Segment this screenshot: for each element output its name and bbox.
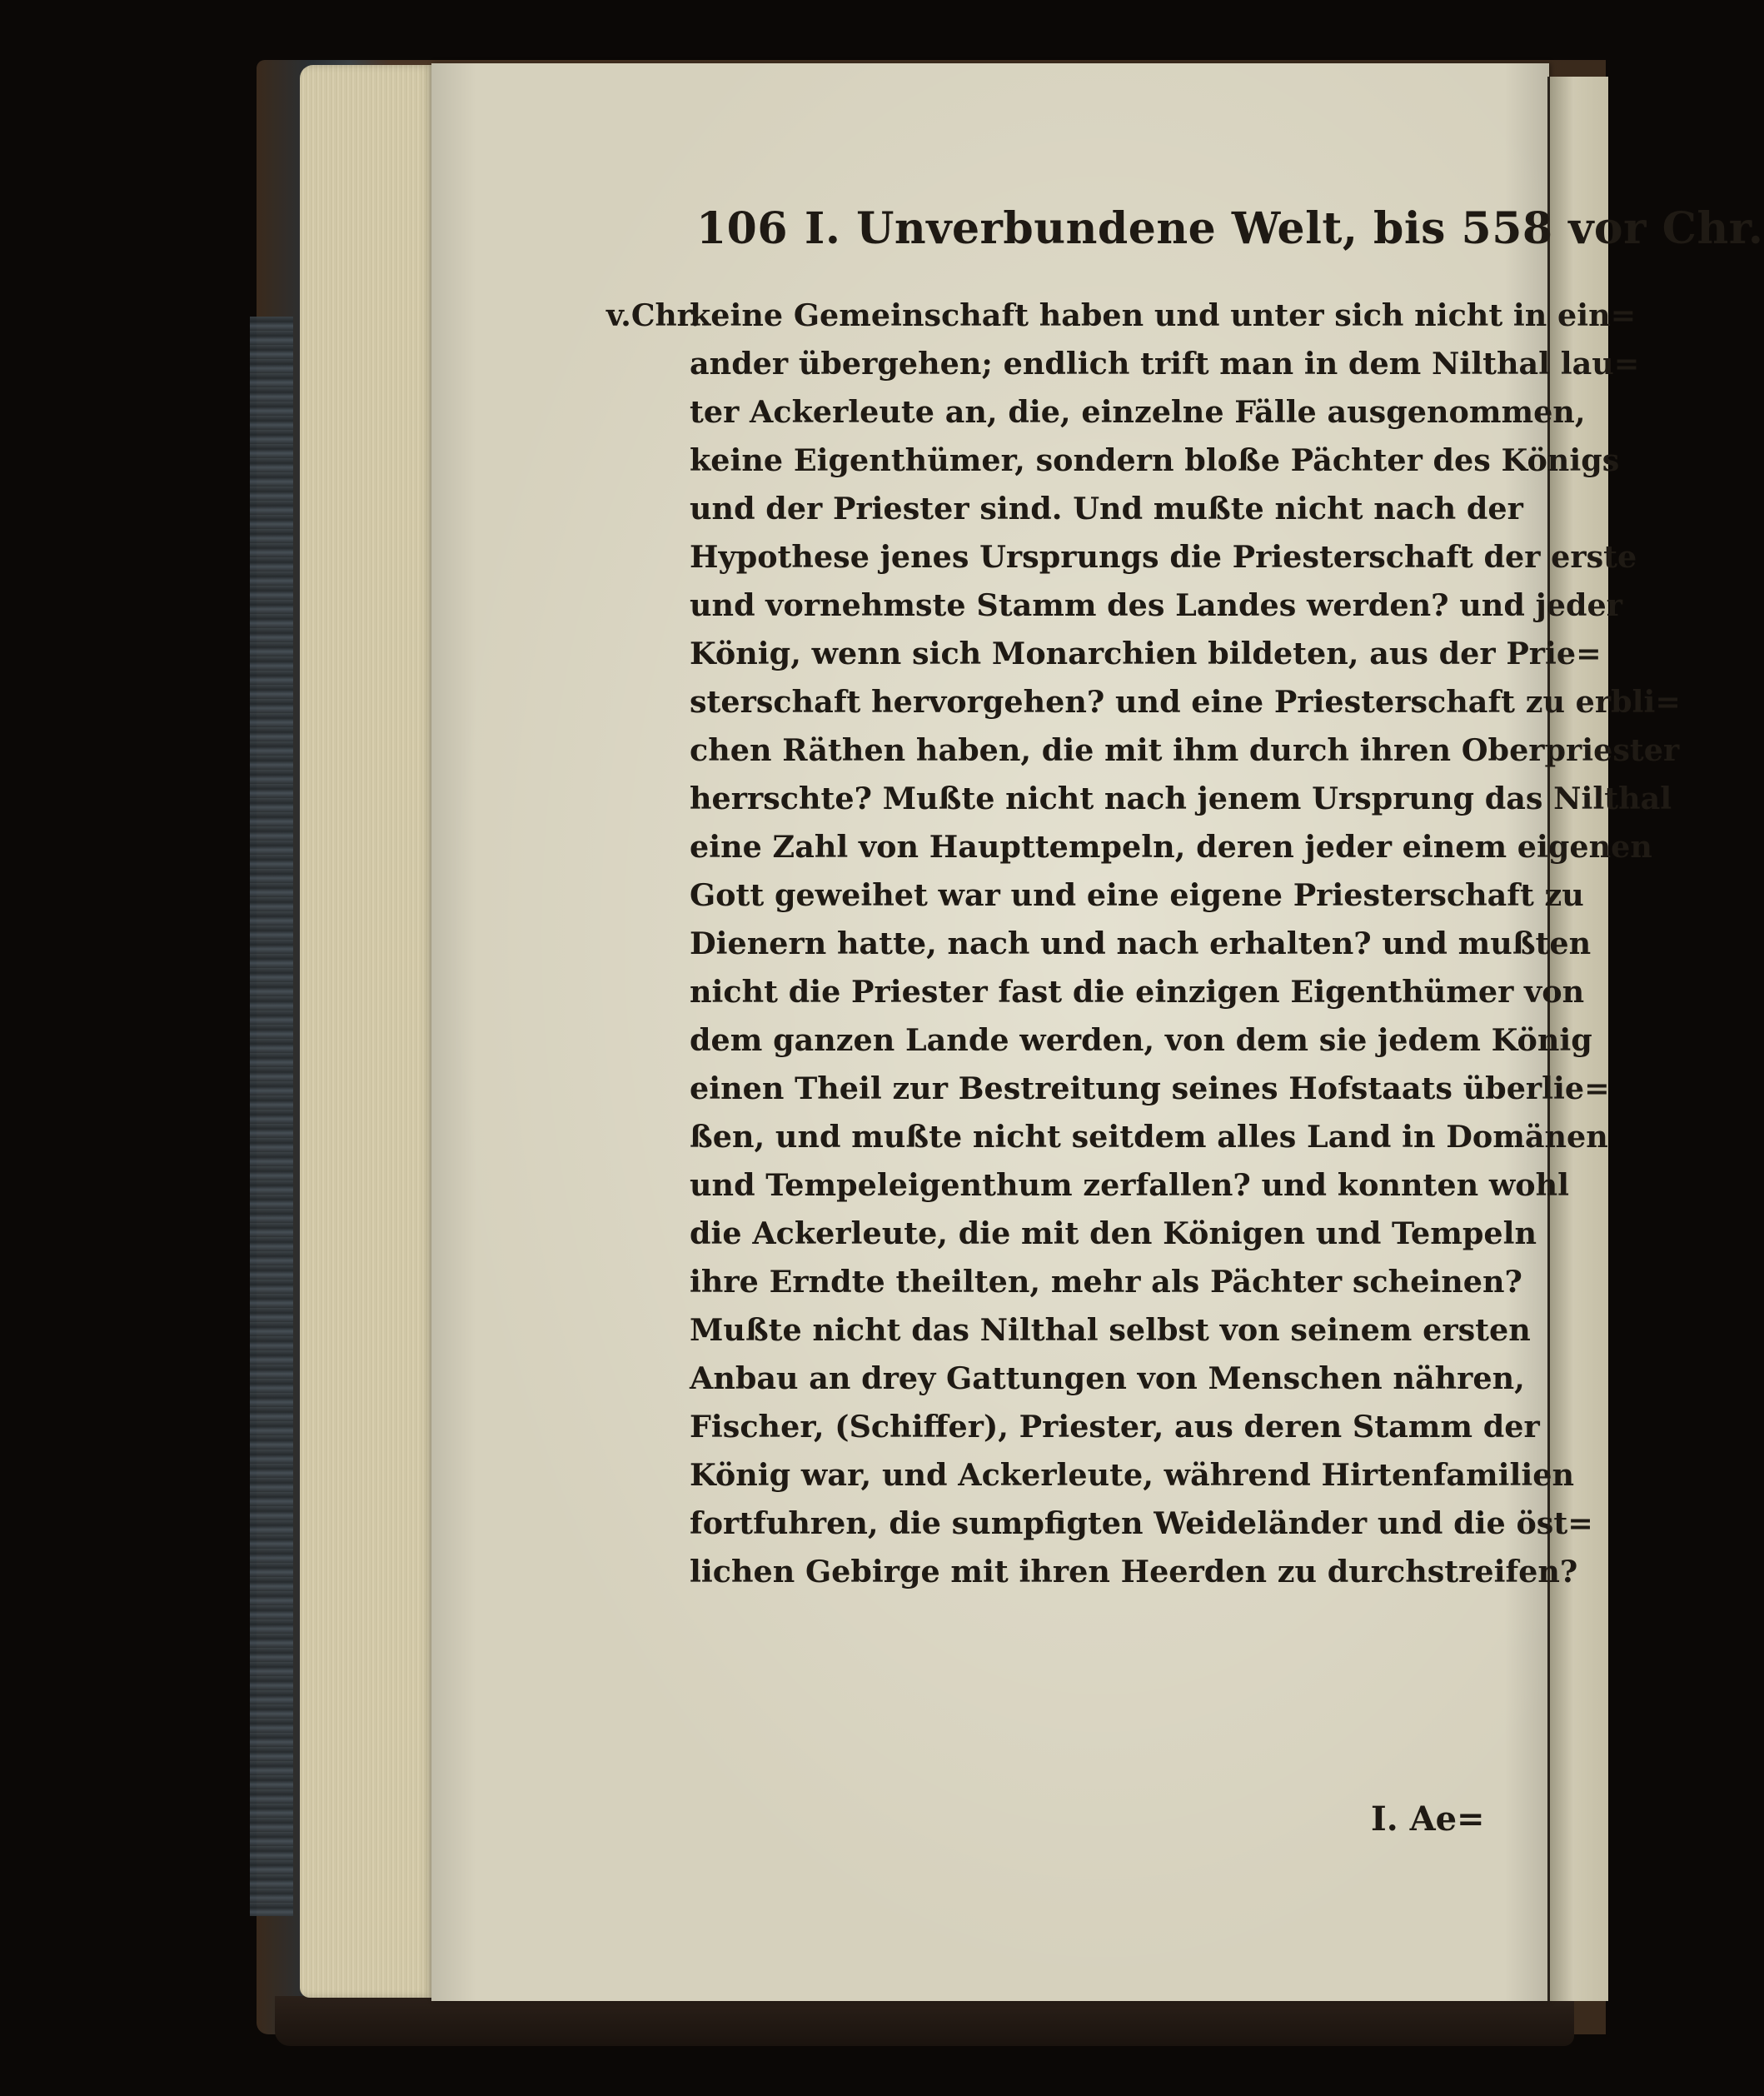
text-line: fortfuhren, die sumpfigten Weideländer und die öst= bbox=[690, 1505, 1593, 1541]
text-line: sterschaft hervorgehen? und eine Priesterschaft zu erbli= bbox=[690, 684, 1681, 720]
text-line: Gott geweihet war und eine eigene Priesterschaft zu bbox=[690, 877, 1584, 913]
text-line: die Ackerleute, die mit den Königen und Tempeln bbox=[690, 1215, 1537, 1251]
text-line: König, wenn sich Monarchien bildeten, aus der Prie= bbox=[690, 636, 1602, 671]
running-head-title: I. Unverbundene Welt, bis 558 vor Chr. bbox=[805, 203, 1764, 254]
text-line: keine Eigenthümer, sondern bloße Pächter des Königs bbox=[690, 442, 1620, 478]
text-line: einen Theil zur Bestreitung seines Hofstaats überlie= bbox=[690, 1070, 1610, 1106]
text-line: lichen Gebirge mit ihren Heerden zu durchstreifen? bbox=[690, 1554, 1578, 1589]
text-line: und Tempeleigenthum zerfallen? und konnten wohl bbox=[690, 1167, 1569, 1203]
catchword: I. Ae= bbox=[1371, 1799, 1485, 1839]
text-line: nicht die Priester fast die einzigen Eigenthümer von bbox=[690, 974, 1585, 1010]
text-line: eine Zahl von Haupttempeln, deren jeder einem eigenen bbox=[690, 829, 1652, 865]
text-line: ander übergehen; endlich trift man in dem Nilthal lau= bbox=[690, 346, 1640, 382]
text-line: Anbau an drey Gattungen von Menschen nähren, bbox=[690, 1360, 1525, 1396]
text-line: Fischer, (Schiffer), Priester, aus deren Stamm der bbox=[690, 1409, 1540, 1445]
text-line: und vornehmste Stamm des Landes werden? und jeder bbox=[690, 587, 1622, 623]
text-line: ßen, und mußte nicht seitdem alles Land in Domänen bbox=[690, 1119, 1608, 1155]
running-head bbox=[696, 203, 1764, 254]
text-line: Hypothese jenes Ursprungs die Priesterschaft der erste bbox=[690, 539, 1637, 575]
text-line: chen Räthen haben, die mit ihm durch ihren Oberpriester bbox=[690, 732, 1680, 768]
text-line: dem ganzen Lande werden, von dem sie jedem König bbox=[690, 1022, 1592, 1058]
text-line: Mußte nicht das Nilthal selbst von seinem ersten bbox=[690, 1312, 1531, 1348]
text-line: und der Priester sind. Und mußte nicht nach der bbox=[690, 491, 1523, 526]
margin-note: v.Chr. bbox=[606, 298, 700, 333]
text-line: König war, und Ackerleute, während Hirtenfamilien bbox=[690, 1457, 1575, 1493]
text-line: keine Gemeinschaft haben und unter sich nicht in ein= bbox=[690, 297, 1637, 333]
text-line: ter Ackerleute an, die, einzelne Fälle ausgenommen, bbox=[690, 394, 1586, 430]
page-number: 106 bbox=[696, 203, 789, 254]
text-line: ihre Erndte theilten, mehr als Pächter scheinen? bbox=[690, 1264, 1522, 1300]
text-line: herrschte? Mußte nicht nach jenem Ursprung das Nilthal bbox=[690, 781, 1672, 816]
text-line: Dienern hatte, nach und nach erhalten? und mußten bbox=[690, 926, 1592, 961]
